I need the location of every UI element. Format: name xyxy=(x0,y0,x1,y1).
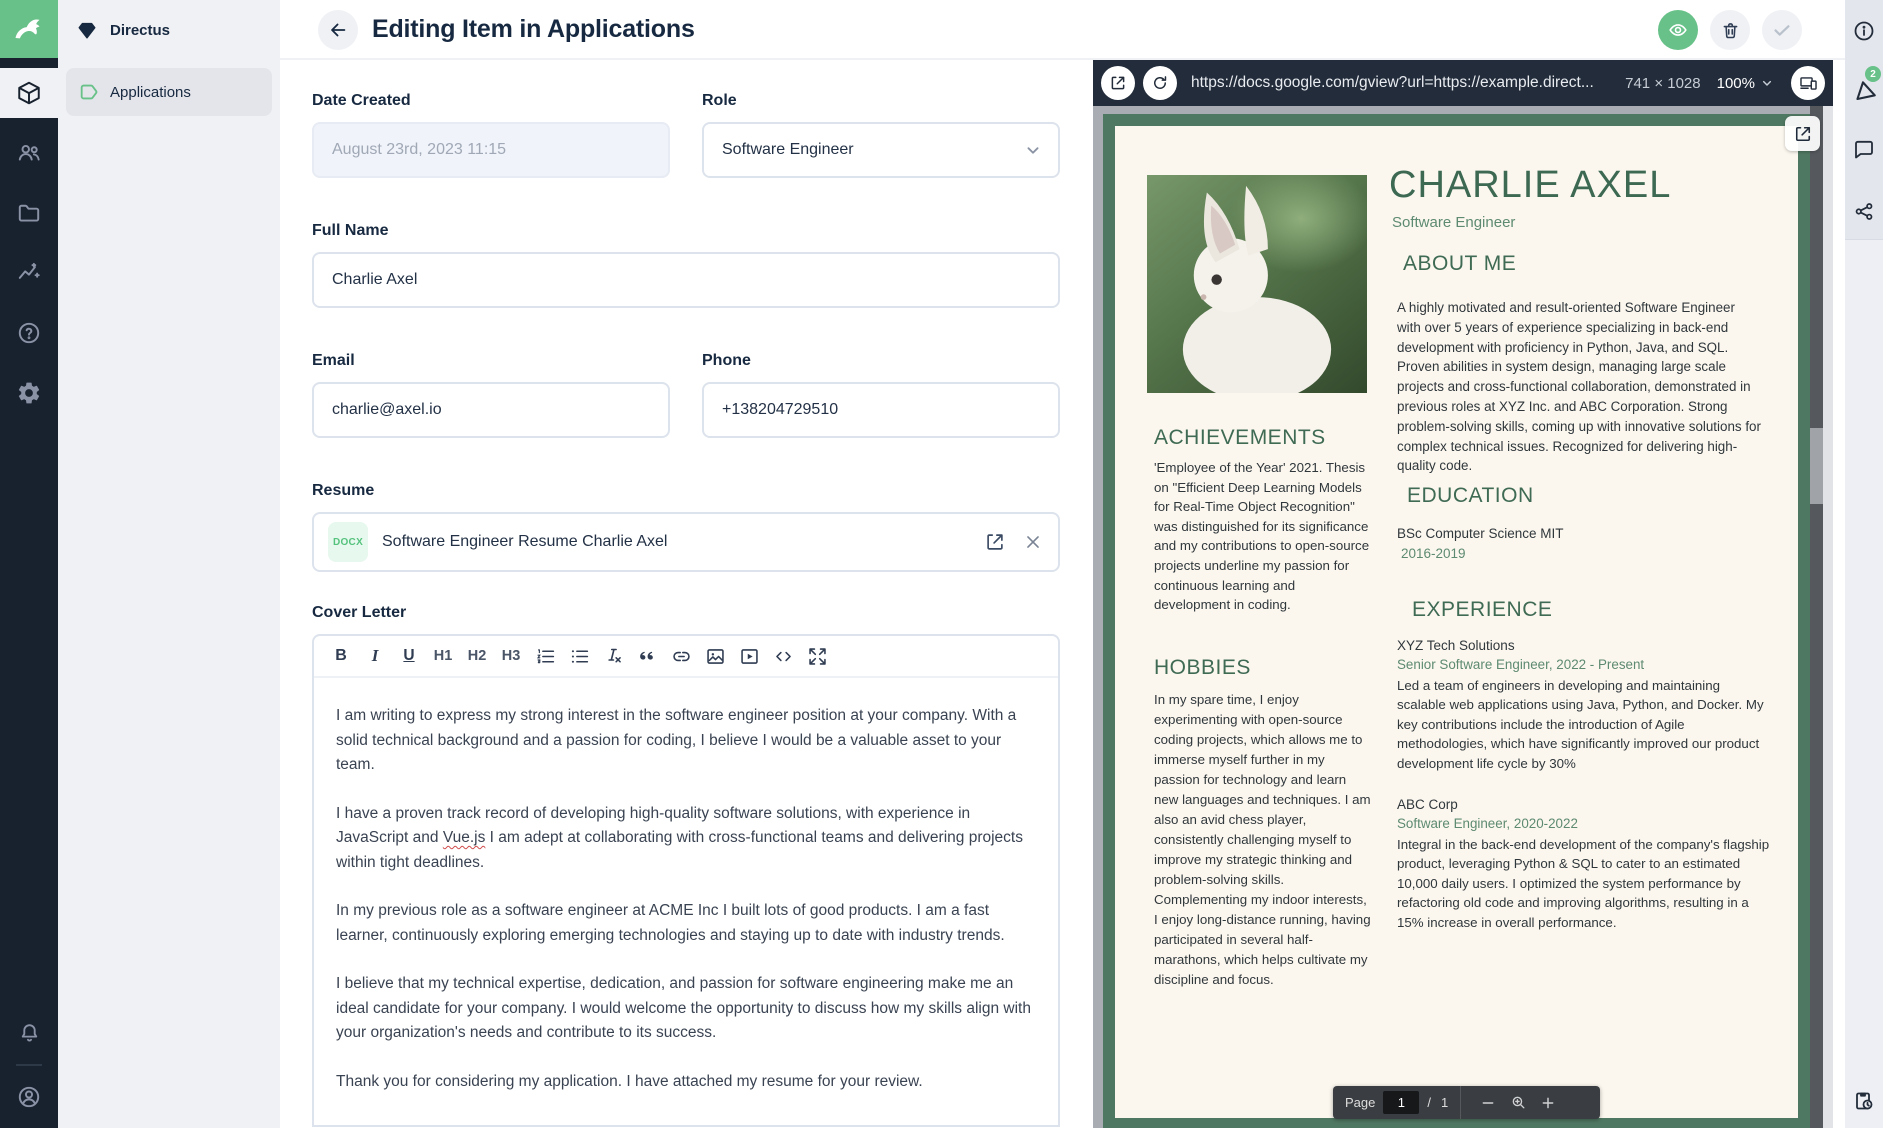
back-button[interactable] xyxy=(318,10,358,50)
comment-icon xyxy=(1852,138,1876,162)
devices-icon xyxy=(1799,74,1818,93)
cover-paragraph: I believe that my technical expertise, dedication, and passion for software engineering make me an ideal candidate for your company. I would welcome the opportunity to discuss how my skills align with your organization's needs and contribute to its success. xyxy=(336,975,1031,1041)
role-select[interactable] xyxy=(702,122,1060,178)
eye-icon xyxy=(1667,19,1689,41)
field-role xyxy=(702,92,1060,178)
about-text: A highly motivated and result-oriented Software Engineer with over 5 years of experience specializing in back-end development with proficiency in Python, Java, and SQL. Proven abilities in system design, managing large scale projects and cross-functional collaboration, demonstrated in previous roles at XYZ Inc. and ABC Corporation. Strong problem-solving skills, coming up with innovative solutions for complex technical issues. Recognized for delivering high-quality code. xyxy=(1397,300,1761,474)
cover-paragraph: In my previous role as a software engineer at ACME Inc I built lots of good products. I am a fast learner, continuously exploring emerging technologies and staying up to date with industry trends. xyxy=(336,902,1005,944)
resume-filename: Software Engineer Resume Charlie Axel xyxy=(382,533,668,550)
preview-toggle-button[interactable] xyxy=(1658,10,1698,50)
achievements-heading: ACHIEVEMENTS xyxy=(1154,426,1326,449)
page-separator: / xyxy=(1427,1095,1431,1110)
main-header xyxy=(280,0,1845,60)
box-icon xyxy=(16,80,42,106)
resume-document xyxy=(1103,114,1810,1128)
open-in-new-icon xyxy=(1109,74,1127,92)
open-file-icon[interactable] xyxy=(984,531,1006,553)
editor-toolbar xyxy=(314,636,1058,678)
cover-paragraph: Thank you for considering my application. I have attached my resume for your review. xyxy=(336,1072,923,1090)
rabbit-icon xyxy=(11,11,47,47)
directus-logo[interactable] xyxy=(0,0,58,58)
page-label: Page xyxy=(1345,1095,1376,1110)
check-icon xyxy=(1771,19,1793,41)
responsive-size-button[interactable] xyxy=(1791,66,1825,100)
project-switcher[interactable] xyxy=(58,0,280,60)
insights-icon xyxy=(16,260,42,286)
page-total: 1 xyxy=(1441,1095,1449,1110)
account-icon xyxy=(16,1084,42,1110)
italic-button[interactable]: I xyxy=(371,646,379,665)
field-label: Cover Letter xyxy=(312,604,407,621)
h3-button[interactable]: H3 xyxy=(501,648,521,664)
field-label: Full Name xyxy=(312,222,389,239)
job-company: XYZ Tech Solutions xyxy=(1397,638,1515,653)
module-bar xyxy=(0,0,58,1128)
nav-sidebar xyxy=(58,0,280,1128)
clipboard-clock-icon xyxy=(1852,1089,1876,1113)
gear-icon xyxy=(16,380,42,406)
experience-heading: EXPERIENCE xyxy=(1412,598,1553,621)
zoom-in-button[interactable] xyxy=(1533,1095,1563,1111)
preview-dimensions: 741 × 1028 xyxy=(1625,74,1701,92)
field-resume xyxy=(312,482,1060,572)
refresh-button[interactable] xyxy=(1143,66,1177,100)
ordered-list-icon[interactable] xyxy=(528,636,562,676)
resume-file[interactable] xyxy=(312,512,1060,572)
cover-letter-editor xyxy=(312,634,1060,1127)
field-email xyxy=(312,352,670,438)
document-viewer xyxy=(1093,106,1833,1128)
link-icon[interactable] xyxy=(664,636,698,676)
module-insights[interactable] xyxy=(0,248,58,298)
notifications-button[interactable] xyxy=(0,1008,58,1058)
resume-name: CHARLIE AXEL xyxy=(1389,164,1672,206)
cover-paragraph: I have a proven track record of developing high-quality software solutions, with experience in JavaScript and Vue.js I am adept at collaborating with cross-functional teams and delivering projects within tight deadlines. xyxy=(336,804,1023,871)
resume-role: Software Engineer xyxy=(1392,214,1516,231)
preview-url-bar xyxy=(1093,60,1833,106)
module-content[interactable] xyxy=(0,68,58,118)
full-name-input[interactable] xyxy=(312,252,1060,308)
about-heading: ABOUT ME xyxy=(1403,252,1517,275)
page-controls xyxy=(1333,1086,1600,1119)
job-company: ABC Corp xyxy=(1397,797,1458,812)
info-sidebar-button[interactable] xyxy=(1845,12,1883,50)
fullscreen-icon[interactable] xyxy=(800,636,834,676)
field-label: Resume xyxy=(312,482,375,499)
comments-sidebar-button[interactable] xyxy=(1845,131,1883,169)
chevron-down-icon xyxy=(1022,139,1044,161)
date-created-input[interactable]: August 23rd, 2023 11:15 xyxy=(312,122,670,178)
share-sidebar-button[interactable] xyxy=(1845,192,1883,230)
zoom-tool-button[interactable] xyxy=(1503,1094,1533,1111)
trash-icon xyxy=(1720,20,1741,41)
module-users[interactable] xyxy=(0,128,58,178)
users-icon xyxy=(16,140,42,166)
module-help[interactable] xyxy=(0,308,58,358)
sidebar-item-label: Applications xyxy=(110,83,191,101)
divider xyxy=(16,1064,42,1066)
project-name: Directus xyxy=(110,21,171,39)
preview-url[interactable]: https://docs.google.com/gview?url=https://example.direct... xyxy=(1191,74,1594,91)
email-input[interactable] xyxy=(312,382,670,438)
zoom-select[interactable] xyxy=(1717,75,1775,92)
arrow-left-icon xyxy=(327,19,349,41)
role-value: Software Engineer xyxy=(722,141,854,158)
open-in-new-button[interactable] xyxy=(1101,66,1135,100)
clear-format-icon[interactable] xyxy=(596,636,630,676)
delete-button[interactable] xyxy=(1710,10,1750,50)
open-in-new-icon xyxy=(1793,124,1813,144)
remove-file-icon[interactable] xyxy=(1022,531,1044,553)
bell-icon xyxy=(17,1021,42,1046)
education-heading: EDUCATION xyxy=(1407,484,1534,507)
field-cover-letter xyxy=(312,604,1060,1127)
job-role-dates: Senior Software Engineer, 2022 - Present xyxy=(1397,657,1645,672)
h2-button[interactable]: H2 xyxy=(467,648,487,664)
viewer-edge xyxy=(1823,106,1833,1128)
zoom-value: 100% xyxy=(1716,74,1755,92)
preview-panel xyxy=(1093,60,1833,1128)
notification-badge: 2 xyxy=(1865,66,1881,82)
h1-button[interactable]: H1 xyxy=(433,648,453,664)
chevron-down-icon xyxy=(1759,75,1775,91)
code-icon[interactable] xyxy=(766,636,800,676)
folder-icon xyxy=(16,200,42,226)
zoom-out-button[interactable] xyxy=(1473,1095,1503,1111)
field-label: Phone xyxy=(702,352,751,369)
tag-icon xyxy=(78,81,100,103)
job-description: Led a team of engineers in developing and maintaining scalable web applications using Java, Python, and Docker. My key contributions include the introduction of Agile methodologies, which have significantly improved our product development life cycle by 30% xyxy=(1397,678,1764,771)
popout-document-button[interactable] xyxy=(1785,116,1820,151)
right-sidebar xyxy=(1845,0,1883,1128)
share-icon xyxy=(1853,200,1876,223)
video-icon[interactable] xyxy=(732,636,766,676)
project-diamond-icon xyxy=(76,19,98,41)
docx-badge: DOCX xyxy=(328,522,368,562)
scrollbar-thumb[interactable] xyxy=(1810,428,1823,504)
phone-input[interactable] xyxy=(702,382,1060,438)
save-button[interactable] xyxy=(1762,10,1802,50)
bullet-list-icon[interactable] xyxy=(562,636,596,676)
page-number-input[interactable] xyxy=(1383,1091,1419,1114)
field-phone xyxy=(702,352,1060,438)
module-files[interactable] xyxy=(0,188,58,238)
image-icon[interactable] xyxy=(698,636,732,676)
field-label: Role xyxy=(702,92,737,109)
hobbies-heading: HOBBIES xyxy=(1154,656,1251,679)
underline-button[interactable]: U xyxy=(403,647,415,664)
field-label: Email xyxy=(312,352,355,369)
module-settings[interactable] xyxy=(0,368,58,418)
education-years: 2016-2019 xyxy=(1401,546,1466,561)
sidebar-item-applications[interactable] xyxy=(66,68,272,116)
hobbies-text: In my spare time, I enjoy experimenting with open-source coding projects, which allows me to immerse myself further in my passion for technology and learn new languages and techniques. I am also an avid chess player, consistently challenging myself to improve my strategic thinking and problem-solving skills. Complementing my indoor interests, I enjoy long-distance running, having participated in several half-marathons, which helps cultivate my discipline and focus. xyxy=(1154,692,1371,987)
cover-letter-text[interactable] xyxy=(314,678,1058,1127)
page-title: Editing Item in Applications xyxy=(372,15,695,43)
achievements-text: 'Employee of the Year' 2021. Thesis on "Efficient Deep Learning Models for Real-Time Object Recognition" was distinguished for its significance and my contributions to open-source projects underline my passion for continuous learning and development in coding. xyxy=(1154,460,1370,613)
job-role-dates: Software Engineer, 2020-2022 xyxy=(1397,816,1578,831)
bold-button[interactable]: B xyxy=(335,647,347,664)
account-button[interactable] xyxy=(0,1072,58,1122)
field-date-created xyxy=(312,92,670,178)
refresh-icon xyxy=(1151,74,1169,92)
viewer-scrollbar xyxy=(1810,106,1823,1128)
info-icon xyxy=(1852,19,1876,43)
revisions-sidebar-button[interactable] xyxy=(1845,1082,1883,1120)
rabbit-photo xyxy=(1147,175,1367,393)
blockquote-icon[interactable] xyxy=(630,636,664,676)
cover-paragraph: I am writing to express my strong interest in the software engineer position at your company. With a solid technical background and a passion for coding, I believe I would be a valuable asset to your team. xyxy=(336,707,1017,773)
help-icon xyxy=(16,320,42,346)
job-description: Integral in the back-end development of the company's flagship product, leveraging Python & SQL to cater to an estimated 10,000 daily users. I optimized the system performance by refactoring old code and improving algorithms, resulting in a 15% increase in overall performance. xyxy=(1397,837,1770,930)
field-full-name xyxy=(312,222,1060,308)
education-degree: BSc Computer Science MIT xyxy=(1397,526,1564,541)
divider xyxy=(1460,1086,1461,1119)
field-label: Date Created xyxy=(312,92,411,109)
